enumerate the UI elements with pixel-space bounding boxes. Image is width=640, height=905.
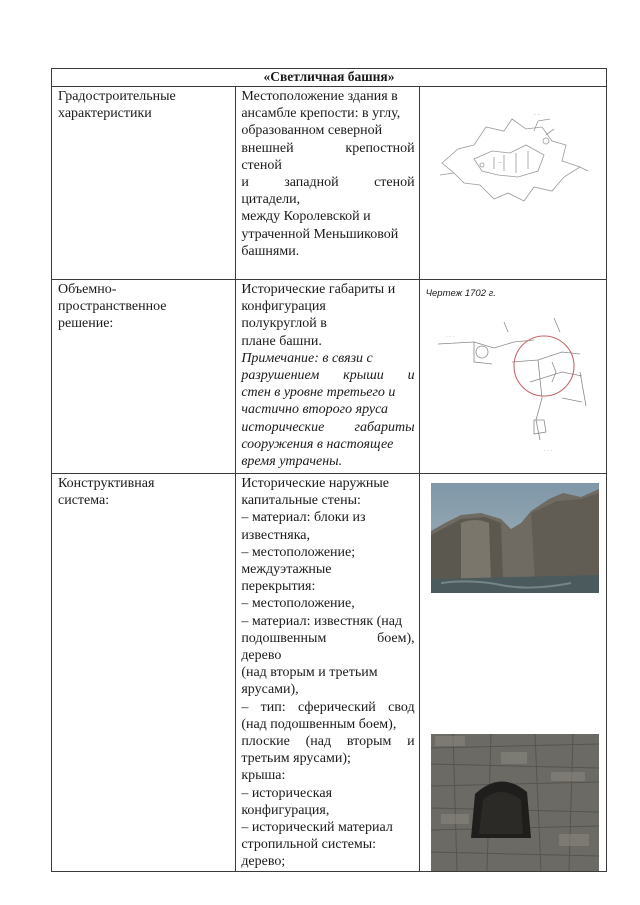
note-line [241,384,414,401]
note-line [241,453,414,470]
line-text: тип: [260,699,286,715]
image-cell [419,280,606,474]
line-text: цитадели, [241,192,301,208]
note-line [241,401,414,418]
row-label [52,87,236,280]
line-text: ярусами), [241,682,299,698]
description-line [241,243,414,260]
row-description [236,474,419,872]
description-line [241,226,414,243]
line-text: образованном северной [241,123,383,139]
description-line [241,281,414,298]
line-text: крепостной [345,140,415,156]
description-line [241,475,414,492]
line-text: сферический [298,699,376,715]
line-text: крыша: [241,768,286,784]
description-line [241,509,414,526]
line-text: разрушением [241,368,320,384]
label-line: Градостроительные [58,89,176,104]
label-line: пространственное [58,299,167,315]
line-text: известняка, [241,527,310,543]
line-text: габариты [354,419,415,435]
line-text: (над [305,734,332,750]
table-row [52,474,607,872]
line-text: внешней [241,140,294,156]
svg-text:· ·: · · [533,112,540,119]
line-text: Исторические наружные [241,476,390,491]
description-line [241,492,414,509]
line-text: и [407,368,415,384]
label-line: Конструктивная [58,476,155,491]
description-line [241,191,414,208]
line-text: Исторические габариты и [241,282,396,297]
description-line [241,174,414,191]
description-line [241,630,414,647]
tower-exterior-photo [431,483,599,593]
line-text: третьим ярусами); [241,751,351,767]
line-text: конфигурация, [241,802,330,818]
description-line [241,140,414,157]
image-cell [419,87,606,280]
description-line [241,298,414,315]
line-text: – [241,699,249,715]
line-text: плане башни. [241,333,322,349]
table-title: «Светличная башня» [52,69,607,87]
description-line [241,716,414,733]
description-line [241,681,414,698]
title-row [52,69,607,87]
description-line [241,664,414,681]
table-row [52,87,607,280]
description-line [241,647,414,664]
description-line [241,836,414,853]
line-text: сооружения в настоящее [241,436,394,452]
table-row [52,280,607,474]
line-text: капитальные стены: [241,493,361,509]
row-description [236,87,419,280]
description-line [241,767,414,784]
row-label [52,474,236,872]
line-text: Местоположение здания в [241,89,398,104]
line-text: – местоположение; [241,544,356,560]
label-line: Объемно- [58,282,117,297]
label-line: характеристики [58,106,152,122]
line-text: и [407,734,415,750]
description-line [241,105,414,122]
line-text: (над подошвенным боем), [241,716,397,732]
description-line [241,88,414,105]
description-line [241,561,414,578]
description-line [241,750,414,767]
description-line [241,802,414,819]
line-text: конфигурация [241,299,326,315]
description-line [241,733,414,750]
row-label [52,280,236,474]
line-text: – местоположение, [241,596,355,612]
line-text: дерево [241,648,282,664]
line-text: – исторический материал [241,820,393,836]
line-text: между Королевской и [241,209,371,225]
line-text: междуэтажные [241,562,332,578]
line-text: боем), [377,630,415,646]
line-text: плоские [241,734,290,750]
line-text: – материал: блоки из [241,510,366,526]
line-text: крыши [343,368,384,384]
line-text: – материал: известняк (над [241,613,403,629]
note-line [241,419,414,436]
line-text: западной [284,175,339,191]
note-line [241,436,414,453]
description-line [241,527,414,544]
fortress-plan-sketch [434,105,592,229]
description-line [241,819,414,836]
line-text: ансамбле крепости: в углу, [241,106,401,122]
note-line [241,350,414,367]
drawing-1702-sketch [434,302,600,462]
line-text: стен в уровне третьего и [241,385,396,401]
line-text: стеной [241,157,282,173]
description-line [241,315,414,332]
description-line [241,785,414,802]
line-text: перекрытия: [241,579,316,595]
description-line [241,333,414,350]
line-text: Примечание: в связи с [241,350,373,366]
svg-text:· · ·: · · · [445,334,454,340]
description-line [241,613,414,630]
line-text: полукруглой в [241,316,327,332]
wall-niche-photo [431,734,599,871]
line-text: стропильной системы: [241,837,377,853]
line-text: (над вторым и третьим [241,665,378,681]
description-line [241,853,414,870]
description-line [241,208,414,225]
line-text: – историческая [241,785,333,801]
svg-text:· · ·: · · · [543,448,552,454]
line-text: башнями. [241,243,300,259]
characteristics-table [51,68,607,872]
line-text: и [241,175,249,191]
line-text: подошвенным [241,630,327,646]
line-text: утраченной Меньшиковой [241,226,399,242]
line-text: дерево; [241,854,286,870]
label-line: система: [58,493,110,509]
description-line [241,122,414,139]
svg-text:··: ·· [497,160,502,167]
description-line [241,157,414,174]
drawing-caption: Чертеж 1702 г. [425,288,496,299]
label-line: решение: [58,316,114,332]
description-line [241,595,414,612]
description-line [241,699,414,716]
image-cell [419,474,606,872]
line-text: стеной [374,175,415,191]
line-text: время утрачены. [241,454,343,470]
line-text: частично второго яруса [241,402,388,418]
line-text: исторические [241,419,325,435]
note-line [241,367,414,384]
description-line [241,544,414,561]
line-text: свод [388,699,415,715]
description-line [241,578,414,595]
line-text: вторым [346,734,392,750]
row-description [236,280,419,474]
